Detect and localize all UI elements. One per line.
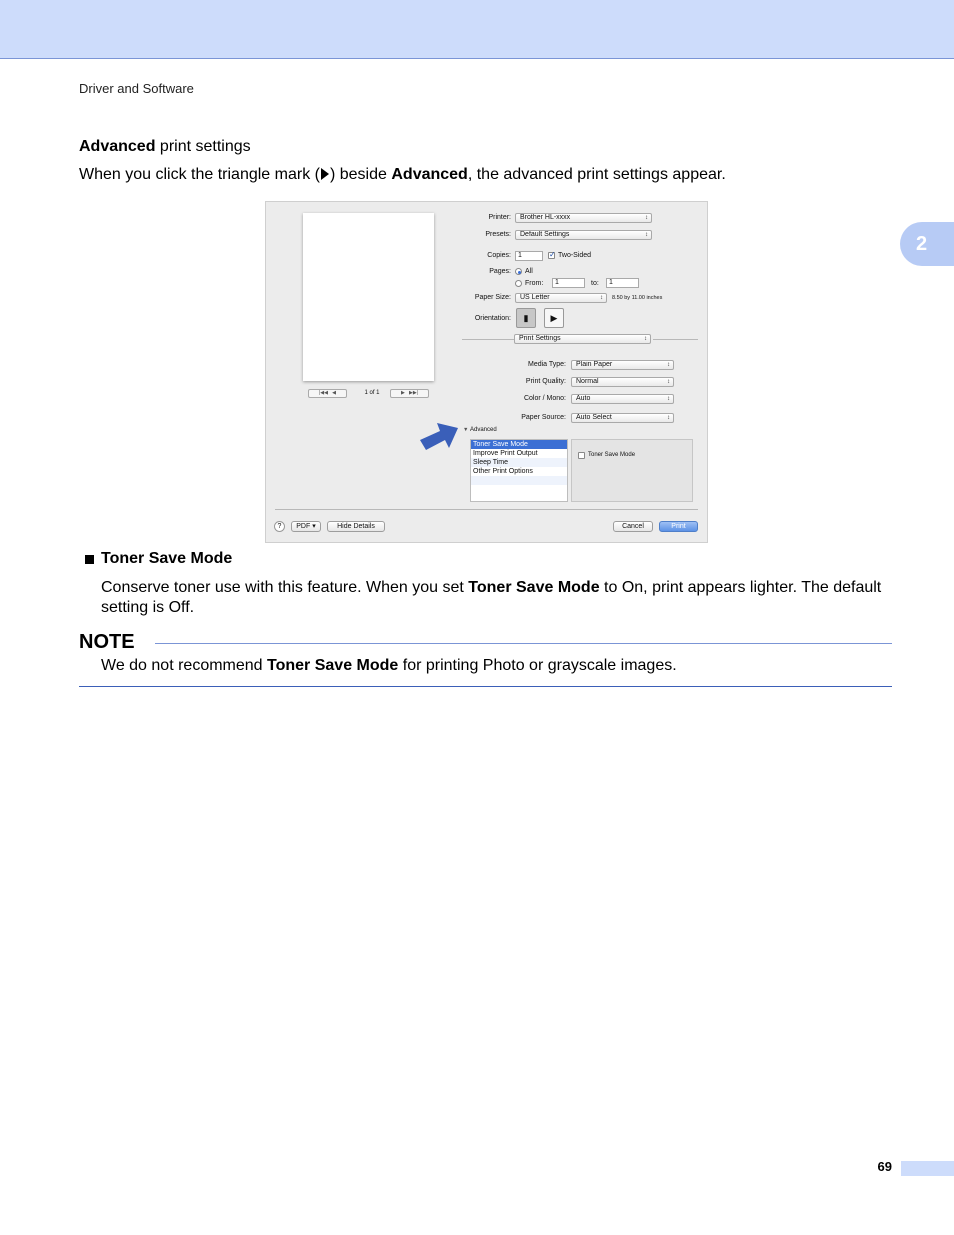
- toner-save-paragraph: [101, 578, 901, 618]
- note-rule: [155, 643, 892, 644]
- note-text-a: We do not recommend: [101, 657, 268, 674]
- list-item[interactable]: Sleep Time: [471, 458, 567, 467]
- next-last-page-button[interactable]: ▶ ▶▶|: [390, 389, 429, 398]
- page-preview: [303, 213, 434, 381]
- pages-to-input[interactable]: 1: [606, 278, 639, 288]
- pages-from-radio[interactable]: [515, 280, 522, 287]
- page-counter: 1 of 1: [364, 390, 380, 396]
- toner-body-a: Conserve toner use with this feature. When you set: [101, 579, 469, 596]
- orientation-label: Orientation:: [474, 315, 511, 322]
- chapter-tab: 2: [900, 222, 954, 266]
- pages-label: Pages:: [489, 268, 511, 275]
- toner-save-checkbox-label: Toner Save Mode: [588, 452, 636, 458]
- intro-c: , the advanced print settings appear.: [467, 166, 726, 183]
- paper-source-label: Paper Source:: [521, 414, 566, 421]
- pages-to-label: to:: [591, 280, 599, 287]
- presets-label: Presets:: [485, 231, 511, 238]
- advanced-label: Advanced: [470, 427, 497, 433]
- printer-label: Printer:: [488, 214, 511, 221]
- two-sided-label: Two-Sided: [558, 252, 592, 259]
- first-prev-page-button[interactable]: |◀◀ ◀: [308, 389, 347, 398]
- print-button[interactable]: Print: [659, 521, 698, 532]
- pages-all-label: All: [525, 268, 533, 275]
- presets-select[interactable]: Default Settings ↕: [515, 230, 652, 240]
- footer-band: [901, 1161, 954, 1176]
- note-text: [101, 657, 677, 675]
- copies-input[interactable]: 1: [515, 251, 543, 261]
- advanced-disclosure-triangle-icon[interactable]: ▼: [463, 427, 469, 433]
- toner-body-bold: Toner Save Mode: [468, 579, 600, 596]
- paper-size-label: Paper Size:: [474, 294, 511, 301]
- copies-label: Copies:: [487, 252, 511, 259]
- note-text-b: for printing Photo or grayscale images.: [398, 657, 677, 674]
- print-quality-label: Print Quality:: [525, 378, 566, 385]
- media-type-label: Media Type:: [527, 361, 566, 368]
- hide-details-button[interactable]: Hide Details: [327, 521, 385, 532]
- panel-select[interactable]: Print Settings ↕: [514, 334, 651, 344]
- portrait-orientation-icon[interactable]: ▮: [516, 308, 536, 328]
- running-title: Driver and Software: [79, 81, 194, 96]
- pdf-button[interactable]: PDF ▾: [291, 521, 321, 532]
- advanced-options-pane: [571, 439, 693, 502]
- print-quality-select[interactable]: Normal ↕: [571, 377, 674, 387]
- toner-save-heading: Toner Save Mode: [101, 550, 233, 567]
- footer-divider: [275, 509, 698, 510]
- intro-paragraph: [79, 166, 726, 184]
- note-text-bold: Toner Save Mode: [267, 657, 399, 674]
- note-title: NOTE: [79, 631, 135, 653]
- header-band: [0, 0, 954, 59]
- list-item-empty: [471, 476, 567, 485]
- divider-right: [653, 339, 698, 340]
- landscape-orientation-icon[interactable]: ▶: [544, 308, 564, 328]
- divider-left: [462, 339, 514, 340]
- toner-save-checkbox[interactable]: [578, 452, 585, 459]
- advanced-options-list: [470, 439, 568, 502]
- paper-size-select[interactable]: US Letter ↕: [515, 293, 607, 303]
- toner-body-b: to On, print appears lighter. The default setting is Off.: [101, 579, 882, 616]
- intro-a: When you click the triangle mark (: [79, 166, 320, 183]
- intro-bold: Advanced: [391, 166, 468, 183]
- page-number: 69: [877, 1159, 892, 1174]
- cancel-button[interactable]: Cancel: [613, 521, 653, 532]
- intro-b: ) beside: [329, 166, 392, 183]
- color-mono-select[interactable]: Auto ↕: [571, 394, 674, 404]
- print-dialog-screenshot: [265, 201, 708, 543]
- bullet-square-icon: [85, 555, 94, 564]
- heading-bold: Advanced: [79, 138, 156, 155]
- list-item[interactable]: Improve Print Output: [473, 450, 538, 457]
- color-mono-label: Color / Mono:: [523, 395, 566, 402]
- note-bottom-rule: [79, 686, 892, 687]
- pages-all-radio[interactable]: [515, 268, 522, 275]
- help-button[interactable]: ?: [274, 521, 285, 532]
- heading-rest: print settings: [155, 138, 251, 155]
- list-item[interactable]: Other Print Options: [473, 468, 533, 475]
- printer-select[interactable]: Brother HL-xxxx ↕: [515, 213, 652, 223]
- paper-size-dims: 8.50 by 11.00 inches: [612, 295, 663, 301]
- media-type-select[interactable]: Plain Paper ↕: [571, 360, 674, 370]
- pointer-arrow-icon: [418, 420, 462, 454]
- list-item[interactable]: Toner Save Mode: [471, 440, 567, 449]
- checkmark-icon: ✓: [549, 250, 556, 259]
- pages-from-label: From:: [525, 280, 544, 287]
- section-heading: [79, 138, 251, 156]
- triangle-icon: [321, 168, 329, 180]
- two-sided-checkbox[interactable]: [548, 252, 555, 259]
- paper-source-select[interactable]: Auto Select ↕: [571, 413, 674, 423]
- pages-from-input[interactable]: 1: [552, 278, 585, 288]
